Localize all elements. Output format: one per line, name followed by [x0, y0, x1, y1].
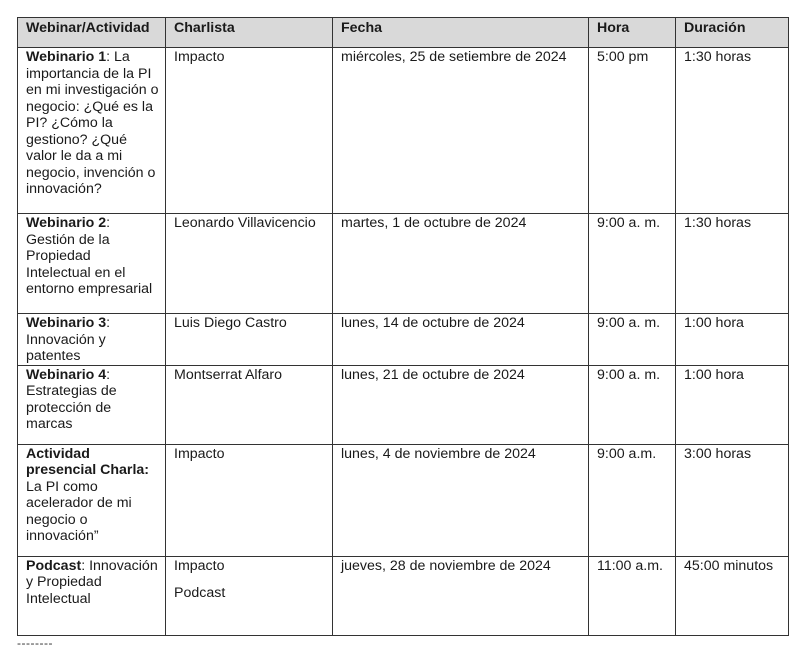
- activity-cell: [18, 556, 166, 635]
- duration-cell: 1:30 horas: [676, 214, 789, 314]
- speaker-cell: Impacto: [166, 48, 333, 214]
- activity-title: Podcast: [26, 557, 82, 574]
- activity-cell: [18, 365, 166, 444]
- table-row: [18, 556, 789, 635]
- speaker-cell: Luis Diego Castro: [166, 314, 333, 366]
- date-cell: lunes, 21 de octubre de 2024: [333, 365, 589, 444]
- header-duration: Duración: [676, 18, 789, 48]
- time-cell: 9:00 a. m.: [589, 314, 676, 366]
- time-cell: 9:00 a. m.: [589, 214, 676, 314]
- activity-title: Webinario 4: [26, 366, 107, 383]
- date-cell: miércoles, 25 de setiembre de 2024: [333, 48, 589, 214]
- speaker-cell: [166, 556, 333, 635]
- activity-title: Webinario 2: [26, 215, 107, 231]
- table-row: [18, 214, 789, 314]
- activity-title: Webinario 1: [26, 49, 107, 65]
- time-cell: 11:00 a.m.: [589, 556, 676, 635]
- activity-description: : Estrategias de protección de marcas: [26, 366, 117, 432]
- date-cell: martes, 1 de octubre de 2024: [333, 214, 589, 314]
- header-date: Fecha: [333, 18, 589, 48]
- schedule-table: [17, 17, 789, 636]
- header-speaker: Charlista: [166, 18, 333, 48]
- duration-cell: 1:30 horas: [676, 48, 789, 214]
- header-activity: Webinar/Actividad: [18, 18, 166, 48]
- activity-cell: [18, 48, 166, 214]
- activity-title: Actividad presencial Charla:: [26, 445, 150, 478]
- activity-title: Webinario 3: [26, 315, 107, 331]
- date-cell: lunes, 4 de noviembre de 2024: [333, 444, 589, 556]
- time-cell: 9:00 a.m.: [589, 444, 676, 556]
- activity-description: La PI como acelerador de mi negocio o innovación”: [26, 478, 132, 544]
- duration-cell: 1:00 hora: [676, 365, 789, 444]
- activity-cell: [18, 214, 166, 314]
- table-row: [18, 365, 789, 444]
- activity-cell: [18, 444, 166, 556]
- date-cell: lunes, 14 de octubre de 2024: [333, 314, 589, 366]
- speaker-cell: Impacto: [166, 444, 333, 556]
- table-header-row: [18, 18, 789, 48]
- duration-cell: 1:00 hora: [676, 314, 789, 366]
- duration-cell: 45:00 minutos: [676, 556, 789, 635]
- speaker-name: Impacto: [174, 557, 225, 574]
- activity-description: : La importancia de la PI en mi investigación o negocio: ¿Qué es la PI? ¿Cómo la gestiono? ¿Qué valor le da a mi negocio, invención o innovación?: [26, 49, 159, 197]
- speaker-subtitle: Podcast: [174, 585, 226, 601]
- speaker-cell: Leonardo Villavicencio: [166, 214, 333, 314]
- activity-description: : Innovación y Propiedad Intelectual: [26, 557, 158, 607]
- duration-cell: 3:00 horas: [676, 444, 789, 556]
- header-time: Hora: [589, 18, 676, 48]
- activity-description: : Innovación y patentes: [26, 315, 111, 364]
- activity-cell: [18, 314, 166, 366]
- table-row: [18, 314, 789, 366]
- time-cell: 5:00 pm: [589, 48, 676, 214]
- table-row: [18, 48, 789, 214]
- activity-description: : Gestión de la Propiedad Intelectual en el entorno empresarial: [26, 215, 153, 297]
- speaker-cell: Montserrat Alfaro: [166, 365, 333, 444]
- date-cell: jueves, 28 de noviembre de 2024: [333, 556, 589, 635]
- time-cell: 9:00 a. m.: [589, 365, 676, 444]
- footnote-separator: --------: [17, 636, 53, 650]
- table-row: [18, 444, 789, 556]
